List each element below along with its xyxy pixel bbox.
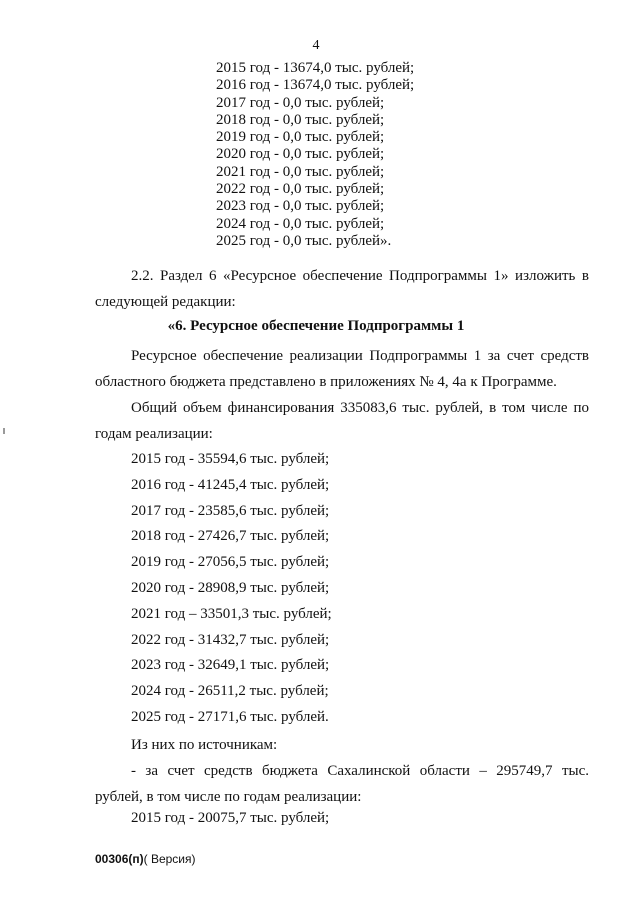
- paragraph-total-funding: [95, 395, 589, 447]
- list-item: 2015 год - 13674,0 тыс. рублей;: [216, 60, 415, 76]
- paragraph-resources: [95, 343, 589, 395]
- paragraph-text: Ресурсное обеспечение реализации Подпрограммы 1 за счет средств областного бюджета представлено в приложениях № 4, 4а к Программе.: [95, 348, 589, 390]
- list-item: 2022 год - 31432,7 тыс. рублей;: [131, 631, 330, 648]
- paragraph-sakhalin-budget: [95, 758, 589, 810]
- page-number: 4: [312, 38, 320, 53]
- list-item: 2021 год – 33501,3 тыс. рублей;: [131, 605, 332, 622]
- list-item: 2024 год - 0,0 тыс. рублей;: [216, 215, 385, 232]
- list-item: 2017 год - 23585,6 тыс. рублей;: [131, 502, 330, 519]
- paragraph-2-2: [95, 263, 589, 315]
- list-item: 2017 год - 0,0 тыс. рублей;: [216, 94, 385, 111]
- document-code: 00306(п): [95, 852, 144, 866]
- list-item: 2022 год - 0,0 тыс. рублей;: [216, 181, 385, 198]
- list-item: 2020 год - 28908,9 тыс. рублей;: [131, 579, 330, 596]
- list-item: 2023 год - 0,0 тыс. рублей;: [216, 198, 385, 215]
- paragraph-last-line: [95, 805, 589, 831]
- paragraph-text: 2.2. Раздел 6 «Ресурсное обеспечение Подпрограммы 1» изложить в следующей редакции:: [95, 268, 589, 310]
- list-item: 2023 год - 32649,1 тыс. рублей;: [131, 657, 330, 674]
- list-item: 2019 год - 0,0 тыс. рублей;: [216, 129, 385, 146]
- list-item: 2025 год - 27171,6 тыс. рублей.: [131, 708, 329, 725]
- paragraph-text: Из них по источникам:: [131, 737, 278, 753]
- margin-mark: [3, 428, 5, 434]
- list-item: 2020 год - 0,0 тыс. рублей;: [216, 146, 385, 163]
- list-item: 2019 год - 27056,5 тыс. рублей;: [131, 554, 330, 571]
- paragraph-sources: [95, 732, 589, 758]
- paragraph-text: - за счет средств бюджета Сахалинской области – 295749,7 тыс. рублей, в том числе по годам реализации:: [95, 763, 589, 805]
- paragraph-text: Общий объем финансирования 335083,6 тыс. рублей, в том числе по годам реализации:: [95, 400, 589, 442]
- list-item: 2016 год - 13674,0 тыс. рублей;: [216, 77, 415, 94]
- list-item: 2016 год - 41245,4 тыс. рублей;: [131, 476, 330, 493]
- document-version: ( Версия): [143, 852, 196, 866]
- list-item: 2025 год - 0,0 тыс. рублей».: [216, 232, 392, 249]
- footer: [95, 852, 196, 866]
- list-item: 2018 год - 27426,7 тыс. рублей;: [131, 528, 330, 545]
- funding-by-year-list: [131, 447, 332, 731]
- funding-list-continuation: [216, 60, 414, 250]
- list-item: 2021 год - 0,0 тыс. рублей;: [216, 163, 385, 180]
- list-item: 2024 год - 26511,2 тыс. рублей;: [131, 683, 329, 700]
- section-heading: «6. Ресурсное обеспечение Подпрограммы 1: [167, 318, 465, 334]
- list-item: 2015 год - 20075,7 тыс. рублей;: [131, 810, 330, 826]
- list-item: 2015 год - 35594,6 тыс. рублей;: [131, 451, 330, 467]
- list-item: 2018 год - 0,0 тыс. рублей;: [216, 111, 385, 128]
